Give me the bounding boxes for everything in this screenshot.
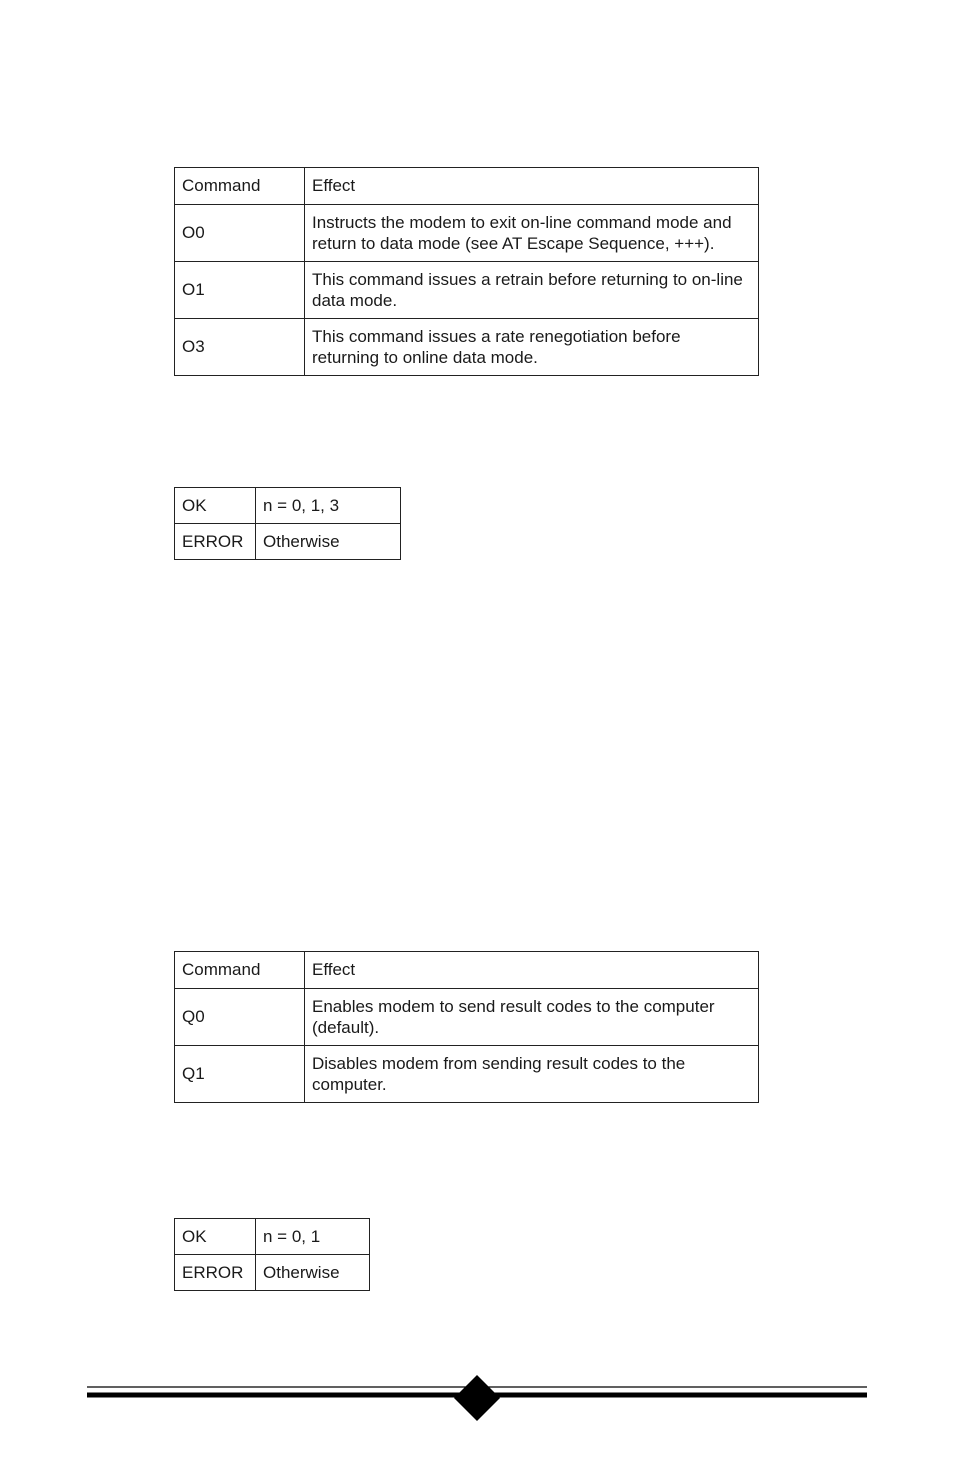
q-command-table [174,951,759,1103]
command-cell: O3 [175,319,305,376]
effect-cell: This command issues a rate renegotiation before returning to online data mode. [305,319,759,376]
result-code-cell: OK [175,488,256,524]
footer-rule [87,1368,867,1428]
result-code-cell: ERROR [175,524,256,560]
table-row [175,319,759,376]
o-command-table [174,167,759,376]
table-row [175,205,759,262]
condition-cell: Otherwise [256,1255,370,1291]
command-cell: Q0 [175,989,305,1046]
effect-cell: Instructs the modem to exit on-line command mode and return to data mode (see AT Escape Sequence, +++). [305,205,759,262]
condition-cell: n = 0, 1 [256,1219,370,1255]
command-cell: O0 [175,205,305,262]
table-row [175,1219,370,1255]
table-row [175,1046,759,1103]
effect-cell: Enables modem to send result codes to the computer (default). [305,989,759,1046]
table-row [175,262,759,319]
header-effect: Effect [305,168,759,205]
result-code-cell: OK [175,1219,256,1255]
table-header-row [175,168,759,205]
table-row [175,488,401,524]
effect-cell: This command issues a retrain before returning to on-line data mode. [305,262,759,319]
header-effect: Effect [305,952,759,989]
table-header-row [175,952,759,989]
table-row [175,524,401,560]
effect-cell: Disables modem from sending result codes to the computer. [305,1046,759,1103]
header-command: Command [175,952,305,989]
q-result-table [174,1218,370,1291]
command-cell: Q1 [175,1046,305,1103]
result-code-cell: ERROR [175,1255,256,1291]
diamond-icon [454,1375,500,1421]
condition-cell: n = 0, 1, 3 [256,488,401,524]
table-row [175,1255,370,1291]
condition-cell: Otherwise [256,524,401,560]
o-result-table [174,487,401,560]
command-cell: O1 [175,262,305,319]
table-row [175,989,759,1046]
header-command: Command [175,168,305,205]
